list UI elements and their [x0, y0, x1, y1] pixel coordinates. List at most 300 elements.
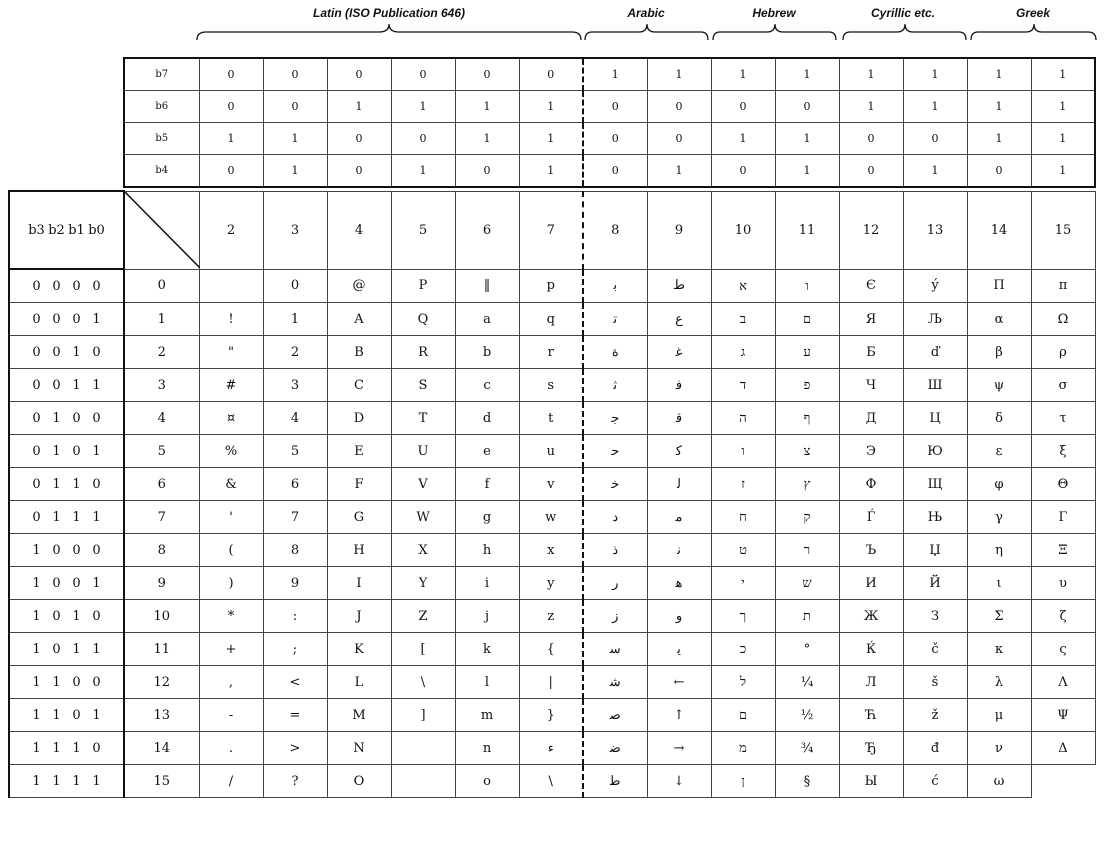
char-cell: T — [391, 402, 455, 435]
char-cell: ב — [711, 303, 775, 336]
bit-value: 0 — [455, 155, 519, 188]
char-cell: ] — [391, 699, 455, 732]
bit-value: 0 — [775, 91, 839, 123]
char-cell: כ — [711, 633, 775, 666]
char-cell: ﻃ — [583, 765, 647, 798]
table-row — [9, 666, 1095, 699]
char-cell: f — [455, 468, 519, 501]
bit-value: 1 — [52, 674, 61, 690]
char-cell: ם — [711, 699, 775, 732]
char-cell: đ — [903, 732, 967, 765]
char-cell: ι — [967, 567, 1031, 600]
table-row — [9, 269, 1095, 303]
char-cell: H — [327, 534, 391, 567]
char-cell: J — [327, 600, 391, 633]
char-cell: Ѓ — [839, 501, 903, 534]
bit-value: 1 — [967, 58, 1031, 91]
table-row — [9, 534, 1095, 567]
char-cell: * — [199, 600, 263, 633]
char-cell: Д — [839, 402, 903, 435]
char-cell: ר — [775, 534, 839, 567]
char-cell: ד — [711, 369, 775, 402]
row-number: 2 — [124, 336, 199, 369]
char-cell: o — [455, 765, 519, 798]
column-number: 7 — [519, 191, 583, 269]
char-cell: צ — [775, 435, 839, 468]
char-cell: ו — [775, 269, 839, 303]
char-cell: Y — [391, 567, 455, 600]
bit-value: 0 — [92, 278, 101, 294]
char-cell: ς — [1031, 633, 1095, 666]
char-cell: Џ — [903, 534, 967, 567]
char-cell: ש — [775, 567, 839, 600]
bit-value: 0 — [263, 58, 327, 91]
char-cell: ý — [903, 269, 967, 303]
brace-greek — [970, 22, 1098, 42]
char-cell: Є — [839, 269, 903, 303]
bit-value: 0 — [327, 123, 391, 155]
char-cell: Ю — [903, 435, 967, 468]
char-cell: ﺿ — [583, 732, 647, 765]
bit-value: 1 — [92, 773, 101, 789]
char-cell: E — [327, 435, 391, 468]
char-cell: L — [327, 666, 391, 699]
b2-label: b2 — [48, 222, 65, 238]
char-cell: U — [391, 435, 455, 468]
char-cell: R — [391, 336, 455, 369]
table-row — [9, 600, 1095, 633]
char-cell: π — [1031, 269, 1095, 303]
row-number: 6 — [124, 468, 199, 501]
low-bits-cell — [9, 269, 124, 303]
low-bits-cell — [9, 303, 124, 336]
group-arabic: Arabic — [627, 6, 665, 20]
bit-value: 1 — [647, 58, 711, 91]
char-cell: ¾ — [775, 732, 839, 765]
bit-value: 1 — [263, 155, 327, 188]
bit-value: 0 — [263, 91, 327, 123]
low-bits-header — [9, 191, 124, 269]
row-number: 8 — [124, 534, 199, 567]
table-row — [9, 369, 1095, 402]
char-cell: ر — [583, 567, 647, 600]
char-cell: Ψ — [1031, 699, 1095, 732]
bit-value: 1 — [455, 91, 519, 123]
char-cell: З — [903, 600, 967, 633]
char-cell: ½ — [775, 699, 839, 732]
char-cell: δ — [967, 402, 1031, 435]
bit-value: 0 — [32, 509, 41, 525]
char-cell: A — [327, 303, 391, 336]
bit-value: 1 — [72, 773, 81, 789]
row-number: 15 — [124, 765, 199, 798]
char-cell: V — [391, 468, 455, 501]
char-cell: Ћ — [839, 699, 903, 732]
brace-hebrew — [712, 22, 838, 42]
bit-value: 0 — [52, 575, 61, 591]
char-cell — [391, 732, 455, 765]
char-cell: a — [455, 303, 519, 336]
bit-value: 0 — [52, 542, 61, 558]
bit-row-label: b6 — [124, 91, 199, 123]
table-row — [9, 468, 1095, 501]
char-cell: q — [519, 303, 583, 336]
table-row — [9, 633, 1095, 666]
bit-value: 1 — [32, 740, 41, 756]
char-cell: Q — [391, 303, 455, 336]
char-cell: ' — [199, 501, 263, 534]
char-cell: Б — [839, 336, 903, 369]
table-row — [9, 336, 1095, 369]
bit-value: 1 — [92, 443, 101, 459]
bit-value: 1 — [72, 476, 81, 492]
char-cell: ז — [711, 468, 775, 501]
char-cell: s — [519, 369, 583, 402]
char-cell: e — [455, 435, 519, 468]
char-cell: ρ — [1031, 336, 1095, 369]
bit-value: 1 — [92, 575, 101, 591]
bit-value: 1 — [391, 155, 455, 188]
char-cell: ! — [199, 303, 263, 336]
char-cell: ח — [711, 501, 775, 534]
char-cell: ﻛ — [647, 435, 711, 468]
bit-value: 0 — [327, 58, 391, 91]
bit-value: 0 — [52, 377, 61, 393]
bit-value: 1 — [72, 641, 81, 657]
char-cell: ﺷ — [583, 666, 647, 699]
char-cell: Њ — [903, 501, 967, 534]
row-number: 3 — [124, 369, 199, 402]
char-cell: 6 — [263, 468, 327, 501]
bit-row-b7 — [124, 58, 1095, 91]
bit-value: 1 — [583, 58, 647, 91]
bit-value: 1 — [32, 707, 41, 723]
char-cell: Ќ — [839, 633, 903, 666]
char-cell: ה — [711, 402, 775, 435]
char-cell: β — [967, 336, 1031, 369]
char-cell: ? — [263, 765, 327, 798]
char-cell: γ — [967, 501, 1031, 534]
char-cell: ¼ — [775, 666, 839, 699]
char-cell: ﻏ — [647, 336, 711, 369]
bit-value: 0 — [92, 608, 101, 624]
row-number: 9 — [124, 567, 199, 600]
char-cell: { — [519, 633, 583, 666]
row-number: 0 — [124, 269, 199, 303]
bit-value: 1 — [72, 344, 81, 360]
bit-value: 1 — [839, 58, 903, 91]
column-number: 10 — [711, 191, 775, 269]
char-cell: = — [263, 699, 327, 732]
bit-value: 1 — [32, 542, 41, 558]
char-cell: פ — [775, 369, 839, 402]
row-number: 10 — [124, 600, 199, 633]
group-cyrillic: Cyrillic etc. — [870, 6, 936, 20]
char-cell: ﻫ — [647, 567, 711, 600]
bit-row-label: b5 — [124, 123, 199, 155]
brace-arabic — [584, 22, 710, 42]
char-cell: Ы — [839, 765, 903, 798]
bit-value: 1 — [1031, 123, 1095, 155]
char-cell: < — [263, 666, 327, 699]
char-cell: x — [519, 534, 583, 567]
low-bits-cell — [9, 468, 124, 501]
char-cell: ת — [775, 600, 839, 633]
char-cell: ﺟ — [583, 402, 647, 435]
column-number: 5 — [391, 191, 455, 269]
bit-value: 0 — [583, 91, 647, 123]
bit-value: 0 — [839, 123, 903, 155]
char-cell: ز — [583, 600, 647, 633]
bit-value: 1 — [92, 509, 101, 525]
char-cell: ק — [775, 501, 839, 534]
char-cell: Љ — [903, 303, 967, 336]
char-cell: @ — [327, 269, 391, 303]
char-cell: i — [455, 567, 519, 600]
char-cell: ﻧ — [647, 534, 711, 567]
char-cell: Ф — [839, 468, 903, 501]
char-cell: g — [455, 501, 519, 534]
bit-value: 1 — [711, 58, 775, 91]
char-cell: ﻉ — [647, 303, 711, 336]
column-header-row — [9, 191, 1095, 269]
char-cell: % — [199, 435, 263, 468]
bit-row-b6 — [124, 91, 1095, 123]
bit-value: 1 — [32, 641, 41, 657]
column-number: 12 — [839, 191, 903, 269]
table-row — [9, 732, 1095, 765]
char-cell: ﺳ — [583, 633, 647, 666]
char-cell: [ — [391, 633, 455, 666]
char-cell: & — [199, 468, 263, 501]
char-cell: : — [263, 600, 327, 633]
char-cell: ץ — [775, 468, 839, 501]
bit-value: 0 — [72, 410, 81, 426]
bit-value: 0 — [647, 91, 711, 123]
char-cell: ° — [775, 633, 839, 666]
column-number: 2 — [199, 191, 263, 269]
char-cell: ε — [967, 435, 1031, 468]
char-cell: l — [455, 666, 519, 699]
bit-value: 1 — [263, 123, 327, 155]
b0-label: b0 — [88, 222, 105, 238]
column-number: 3 — [263, 191, 327, 269]
char-cell: λ — [967, 666, 1031, 699]
bit-value: 0 — [391, 58, 455, 91]
char-cell: > — [263, 732, 327, 765]
bit-row-label: b4 — [124, 155, 199, 188]
bit-value: 0 — [519, 58, 583, 91]
bit-value: 1 — [519, 91, 583, 123]
char-cell: Λ — [1031, 666, 1095, 699]
bit-value: 0 — [455, 58, 519, 91]
bit-value: 0 — [327, 155, 391, 188]
char-cell: ﻣ — [647, 501, 711, 534]
char-cell: " — [199, 336, 263, 369]
bit-value: 1 — [967, 123, 1031, 155]
bit-value: 1 — [92, 377, 101, 393]
char-cell: O — [327, 765, 391, 798]
low-bits-cell — [9, 633, 124, 666]
bit-value: 0 — [52, 278, 61, 294]
char-cell: } — [519, 699, 583, 732]
bit-value: 0 — [967, 155, 1031, 188]
char-cell: Ш — [903, 369, 967, 402]
table-row — [9, 303, 1095, 336]
char-cell: č — [903, 633, 967, 666]
char-cell: ך — [711, 600, 775, 633]
char-cell: \ — [391, 666, 455, 699]
char-cell: מ — [711, 732, 775, 765]
table-row — [9, 501, 1095, 534]
char-cell: → — [647, 732, 711, 765]
char-cell: j — [455, 600, 519, 633]
bit-value: 0 — [52, 608, 61, 624]
char-cell — [1031, 765, 1095, 798]
table-row — [9, 435, 1095, 468]
char-cell: h — [455, 534, 519, 567]
char-cell: N — [327, 732, 391, 765]
bit-value: 1 — [903, 91, 967, 123]
low-bits-cell — [9, 402, 124, 435]
bit-value: 0 — [32, 476, 41, 492]
char-cell: η — [967, 534, 1031, 567]
char-cell: y — [519, 567, 583, 600]
group-greek: Greek — [1015, 6, 1051, 20]
char-cell: c — [455, 369, 519, 402]
bit-value: 0 — [72, 575, 81, 591]
brace-cyrillic — [842, 22, 968, 42]
bit-value: 0 — [711, 155, 775, 188]
char-cell: ט — [711, 534, 775, 567]
char-cell: α — [967, 303, 1031, 336]
bit-value: 1 — [455, 123, 519, 155]
low-bits-cell — [9, 435, 124, 468]
char-cell: - — [199, 699, 263, 732]
char-cell: ( — [199, 534, 263, 567]
bit-value: 1 — [967, 91, 1031, 123]
char-cell: ď — [903, 336, 967, 369]
char-cell: ו — [711, 435, 775, 468]
bit-value: 0 — [72, 311, 81, 327]
char-cell: ﺧ — [583, 468, 647, 501]
char-cell: И — [839, 567, 903, 600]
bit-value: 0 — [92, 674, 101, 690]
char-cell: א — [711, 269, 775, 303]
table-row — [9, 699, 1095, 732]
bit-value: 1 — [52, 740, 61, 756]
char-cell: 0 — [263, 269, 327, 303]
char-cell: Э — [839, 435, 903, 468]
char-cell: M — [327, 699, 391, 732]
code-table — [8, 190, 1096, 798]
char-cell: σ — [1031, 369, 1095, 402]
char-cell: 4 — [263, 402, 327, 435]
char-cell: m — [455, 699, 519, 732]
char-cell: 2 — [263, 336, 327, 369]
low-bits-cell — [9, 699, 124, 732]
bit-value: 1 — [711, 123, 775, 155]
bit-value: 1 — [92, 311, 101, 327]
char-cell: p — [519, 269, 583, 303]
bit-row-b4 — [124, 155, 1095, 188]
row-number: 12 — [124, 666, 199, 699]
char-cell: P — [391, 269, 455, 303]
low-bits-cell — [9, 336, 124, 369]
bit-value: 0 — [72, 674, 81, 690]
char-cell: u — [519, 435, 583, 468]
char-cell: | — [519, 666, 583, 699]
char-cell: Γ — [1031, 501, 1095, 534]
char-cell: Ч — [839, 369, 903, 402]
bit-value: 0 — [583, 123, 647, 155]
char-cell: κ — [967, 633, 1031, 666]
char-cell: ﺑ — [583, 269, 647, 303]
bit-value: 1 — [32, 608, 41, 624]
char-cell: ψ — [967, 369, 1031, 402]
diagonal-line — [125, 192, 200, 268]
char-cell: ﻓ — [647, 369, 711, 402]
bit-value: 0 — [72, 542, 81, 558]
bit-value: 0 — [32, 344, 41, 360]
char-cell: ة — [583, 336, 647, 369]
char-cell: z — [519, 600, 583, 633]
bit-value: 1 — [775, 155, 839, 188]
bit-value: 0 — [52, 311, 61, 327]
char-cell: ذ — [583, 534, 647, 567]
table-row — [9, 765, 1095, 798]
char-cell — [199, 269, 263, 303]
char-cell: ﺣ — [583, 435, 647, 468]
char-cell: Z — [391, 600, 455, 633]
bit-value: 0 — [32, 443, 41, 459]
char-cell: B — [327, 336, 391, 369]
char-cell: r — [519, 336, 583, 369]
char-cell: ć — [903, 765, 967, 798]
bit-value: 1 — [72, 377, 81, 393]
bit-value: 1 — [775, 123, 839, 155]
char-cell: I — [327, 567, 391, 600]
char-cell: Ξ — [1031, 534, 1095, 567]
char-cell: C — [327, 369, 391, 402]
bit-value: 0 — [199, 58, 263, 91]
bit-value: 1 — [327, 91, 391, 123]
bit-value: 1 — [52, 476, 61, 492]
char-cell: τ — [1031, 402, 1095, 435]
char-cell: υ — [1031, 567, 1095, 600]
column-number: 8 — [583, 191, 647, 269]
bit-value: 1 — [775, 58, 839, 91]
char-cell: 8 — [263, 534, 327, 567]
char-cell: n — [455, 732, 519, 765]
column-number: 13 — [903, 191, 967, 269]
char-cell: ג — [711, 336, 775, 369]
char-cell: k — [455, 633, 519, 666]
bit-value: 1 — [519, 155, 583, 188]
low-bits-cell — [9, 369, 124, 402]
bit-value: 0 — [92, 410, 101, 426]
char-cell: Ц — [903, 402, 967, 435]
b1-label: b1 — [68, 222, 85, 238]
row-number: 4 — [124, 402, 199, 435]
bit-value: 1 — [52, 509, 61, 525]
column-number: 15 — [1031, 191, 1095, 269]
bit-value: 1 — [52, 443, 61, 459]
char-cell: ξ — [1031, 435, 1095, 468]
low-bits-cell — [9, 534, 124, 567]
row-number: 1 — [124, 303, 199, 336]
char-cell: 3 — [263, 369, 327, 402]
